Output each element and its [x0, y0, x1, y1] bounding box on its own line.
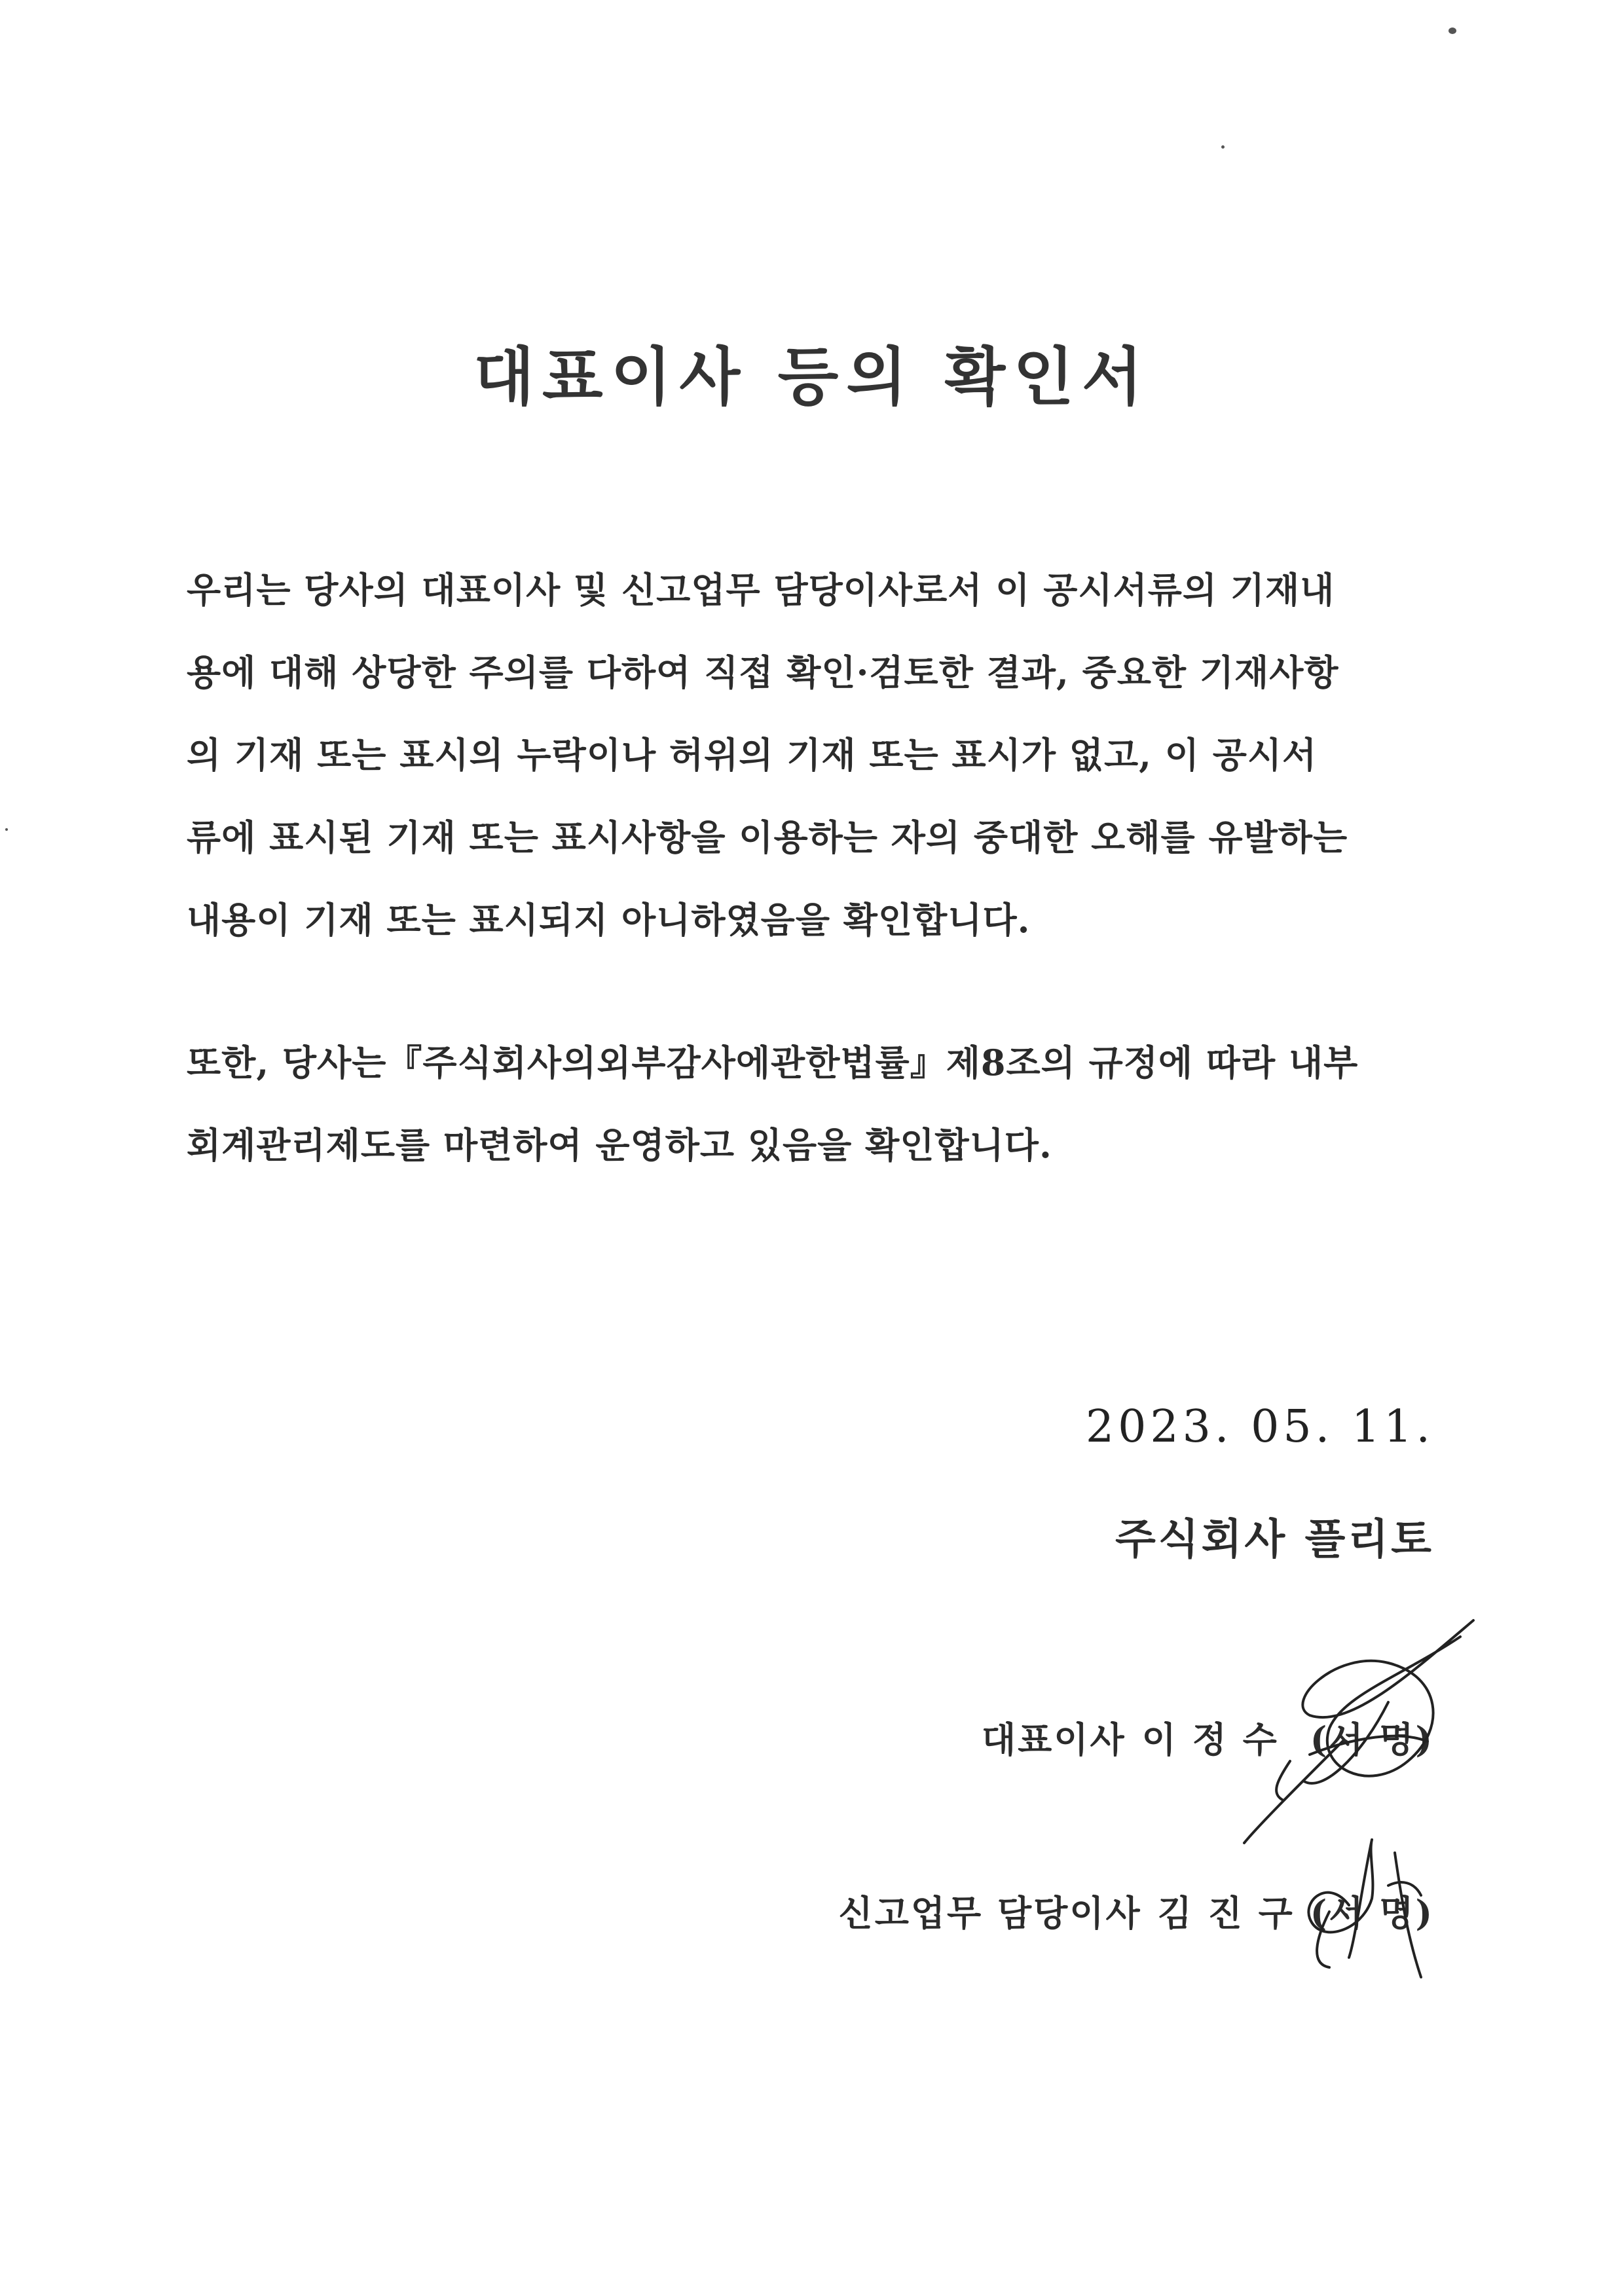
paragraph-line: 우리는 당사의 대표이사 및 신고업무 담당이사로서 이 공시서류의 기재내 [187, 569, 1335, 611]
scan-speck [1449, 27, 1456, 34]
document-title: 대표이사 등의 확인서 [473, 340, 1151, 414]
paragraph-line: 류에 표시된 기재 또는 표시사항을 이용하는 자의 중대한 오해를 유발하는 [187, 816, 1348, 858]
company-name: 주식회사 플리토 [1115, 1515, 1434, 1564]
paragraph-line: 용에 대해 상당한 주의를 다하여 직접 확인·검토한 결과, 중요한 기재사항 [187, 651, 1339, 693]
internal-control-paragraph [187, 1021, 1444, 1186]
confirmation-paragraph [187, 549, 1444, 961]
document-date: 2023. 05. 11. [1085, 1401, 1434, 1453]
paragraph-line: 또한, 당사는『주식회사의외부감사에관한법률』제8조의 규정에 따라 내부 [187, 1042, 1359, 1084]
paragraph-line: 내용이 기재 또는 표시되지 아니하였음을 확인합니다. [187, 899, 1031, 941]
signer-ceo [982, 1712, 1434, 1762]
signer-disclosure-officer [839, 1886, 1434, 1936]
signer-role: 대표이사 [982, 1719, 1126, 1760]
scan-speck [1221, 145, 1225, 149]
sign-label: (서 명) [1310, 1719, 1434, 1760]
paragraph-line: 의 기재 또는 표시의 누락이나 허위의 기재 또는 표시가 없고, 이 공시서 [187, 734, 1318, 776]
signer-role: 신고업무 담당이사 [838, 1892, 1142, 1934]
signer-name: 김 진 구 [1157, 1892, 1295, 1934]
paragraph-line: 회계관리제도를 마련하여 운영하고 있음을 확인합니다. [187, 1124, 1052, 1166]
scan-speck [5, 828, 8, 831]
signer-name: 이 정 수 [1141, 1719, 1279, 1760]
sign-label: (서 명) [1310, 1892, 1434, 1934]
